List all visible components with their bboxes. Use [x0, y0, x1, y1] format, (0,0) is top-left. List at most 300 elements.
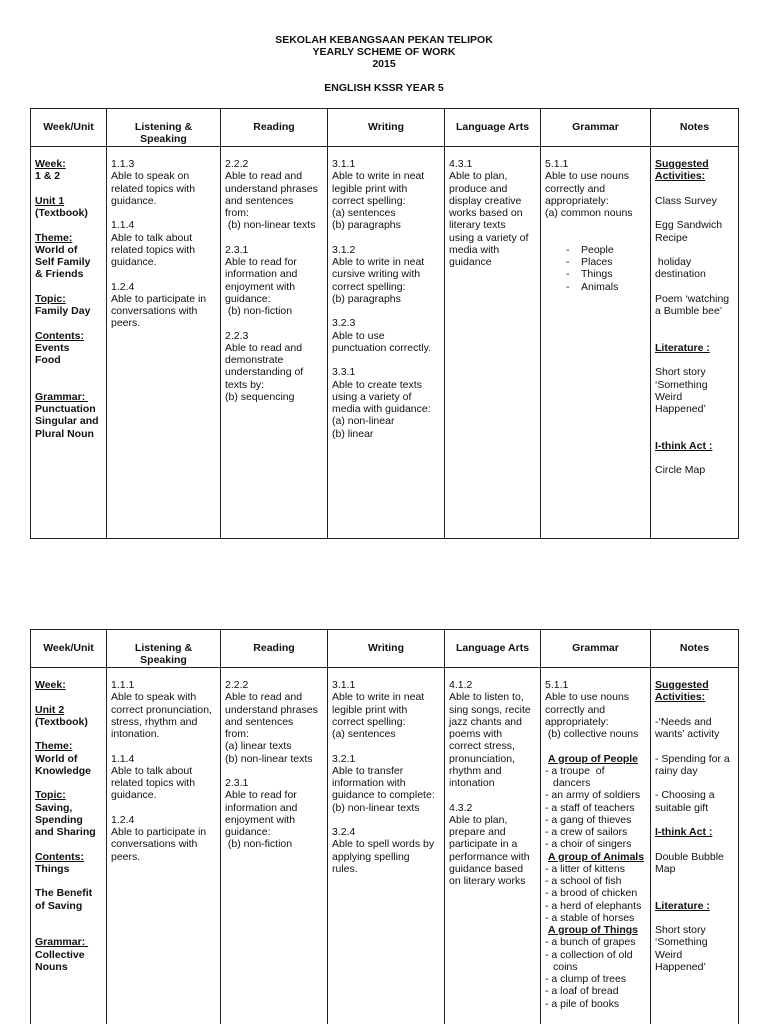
text-line: 5.1.1 — [545, 679, 569, 691]
text-line: cursive writing with — [332, 268, 421, 281]
blank-line — [655, 777, 736, 789]
listening-speaking-cell — [107, 668, 221, 1024]
blank-line — [35, 317, 104, 329]
text-line: rules. — [332, 862, 358, 875]
text-line: Things — [35, 862, 70, 875]
blank-line — [545, 219, 648, 231]
blank-line — [655, 740, 736, 752]
text-line: media with guidance: — [332, 403, 431, 415]
text-line: 1.1.1 — [111, 679, 135, 691]
text-line: 3.1.2 — [332, 243, 356, 256]
text-line: (b) non-linear texts — [332, 801, 420, 814]
blank-line — [332, 740, 442, 752]
text-line: (b) non-fiction — [225, 838, 293, 851]
text-line: produce and — [449, 182, 508, 195]
text-line: - an army of soldiers — [545, 789, 641, 802]
text-line: works based on — [449, 207, 523, 219]
text-line: destination — [655, 268, 706, 281]
list-marker: - — [566, 280, 570, 293]
text-line: - a pile of books — [545, 997, 620, 1010]
scheme-of-work-table-unit-2 — [30, 629, 739, 1024]
text-line: Plural Noun — [35, 427, 94, 440]
text-line: - Choosing a — [655, 789, 715, 802]
text-line: Able to speak with — [111, 691, 197, 704]
text-line: World of — [35, 752, 78, 765]
blank-line — [225, 765, 325, 777]
school-name: SEKOLAH KEBANGSAAN PEKAN TELIPOK — [275, 34, 493, 46]
text-line: ‘Something — [655, 378, 708, 391]
list-item — [545, 244, 648, 256]
text-line: of Saving — [35, 899, 83, 912]
field-label: Grammar: — [35, 936, 89, 949]
text-line: (b) collective nouns — [545, 728, 639, 740]
text-line: guidance to complete: — [332, 789, 435, 802]
blank-line — [655, 875, 736, 887]
list-item-text: Things — [581, 268, 613, 281]
blank-line — [35, 924, 104, 936]
blank-line — [655, 704, 736, 716]
text-line: correct pronunciation, — [111, 703, 212, 716]
text-line: peers. — [111, 317, 141, 330]
blank-line — [655, 887, 736, 899]
blank-line — [35, 691, 104, 703]
group-heading: A group of Animals — [548, 850, 645, 863]
column-header-label: Week/Unit — [43, 642, 94, 654]
text-line: from: — [225, 207, 249, 219]
text-line: Able to read for — [225, 256, 297, 268]
blank-line — [35, 183, 104, 195]
blank-line — [332, 354, 442, 366]
text-line: Map — [655, 862, 676, 875]
text-line: intonation. — [111, 728, 160, 740]
text-line: guidance: — [225, 292, 271, 305]
field-label: Theme: — [35, 740, 73, 753]
text-line: Able to write in neat — [332, 691, 425, 704]
text-line: dancers — [553, 777, 591, 789]
column-header-label: Notes — [679, 642, 710, 654]
blank-line — [332, 814, 442, 826]
blank-line — [655, 814, 736, 826]
text-line: related topics with — [111, 182, 196, 195]
text-line: Spending — [35, 813, 83, 826]
blank-line — [655, 330, 736, 342]
text-line: (Textbook) — [35, 715, 88, 728]
field-label: Unit 1 — [35, 194, 65, 207]
field-label: Suggested — [655, 158, 709, 170]
text-line: (a) common nouns — [545, 207, 633, 219]
field-label: I-think Act : — [655, 439, 713, 452]
blank-line — [35, 728, 104, 740]
text-line: conversations with — [111, 838, 198, 851]
text-line: Poem ‘watching — [655, 292, 730, 305]
text-line: enjoyment with — [225, 280, 296, 293]
text-line: - a bunch of grapes — [545, 936, 636, 949]
text-line: related topics with — [111, 777, 196, 789]
scheme-of-work-table-unit-1 — [30, 108, 739, 539]
list-item — [545, 268, 648, 280]
field-label: Literature : — [655, 899, 710, 912]
list-marker: - — [566, 243, 570, 256]
list-item-text: People — [581, 243, 614, 256]
text-line: punctuation correctly. — [332, 341, 432, 354]
text-line: Self Family — [35, 256, 91, 268]
text-line: 2.2.3 — [225, 329, 249, 342]
text-line: Able to use nouns — [545, 691, 630, 704]
text-line: Saving, — [35, 801, 73, 814]
text-line: 1.2.4 — [111, 813, 135, 826]
week-unit-column-header — [31, 109, 107, 147]
text-line: Class Survey — [655, 194, 717, 207]
text-line: holiday — [655, 256, 692, 268]
field-label: Suggested — [655, 679, 709, 691]
list-item-text: Animals — [581, 280, 619, 293]
field-label: Topic: — [35, 292, 66, 305]
text-line: appropriately: — [545, 194, 609, 207]
text-line: enjoyment with — [225, 813, 296, 826]
text-line: -‘Needs and — [655, 715, 712, 728]
document-header — [0, 34, 768, 94]
text-line: 3.2.1 — [332, 752, 356, 765]
text-line: Able to spell words by — [332, 838, 435, 851]
text-line: Able to write in neat — [332, 256, 425, 268]
week-unit-cell — [31, 147, 107, 539]
text-line: Able to plan, — [449, 170, 508, 183]
text-line: World of — [35, 243, 78, 256]
text-line: poems with — [449, 728, 503, 740]
text-line: 3.2.3 — [332, 317, 356, 330]
text-line: Able to participate in — [111, 292, 207, 305]
document-year: 2015 — [372, 58, 396, 70]
field-label: Literature : — [655, 341, 710, 354]
text-line: Short story — [655, 366, 706, 379]
notes-cell — [651, 147, 739, 539]
text-line: 1.2.4 — [111, 280, 135, 293]
text-line: (b) non-linear texts — [225, 752, 313, 765]
notes-column-header — [651, 109, 739, 147]
text-line: Nouns — [35, 960, 68, 973]
text-line: Happened’ — [655, 960, 706, 973]
text-line: stress, rhythm and — [111, 715, 198, 728]
text-line: Able to use nouns — [545, 170, 630, 183]
text-line: suitable gift — [655, 801, 709, 814]
text-line: correct spelling: — [332, 194, 406, 207]
text-line: 1.1.4 — [111, 219, 135, 232]
blank-line — [225, 317, 325, 329]
text-line: guidance. — [111, 789, 157, 802]
listening-speaking-column-header — [107, 630, 221, 668]
text-line: coins — [553, 960, 578, 973]
text-line: - a collection of old — [545, 948, 633, 961]
text-line: 4.1.2 — [449, 679, 473, 691]
text-line: Able to transfer — [332, 764, 404, 777]
writing-column-header — [328, 109, 445, 147]
field-label: Unit 2 — [35, 703, 65, 716]
blank-line — [35, 281, 104, 293]
blank-line — [655, 281, 736, 293]
text-line: 4.3.1 — [449, 158, 473, 170]
field-label: Topic: — [35, 789, 66, 802]
text-line: guidance — [449, 256, 492, 268]
header-spacer — [0, 70, 768, 82]
text-line: prepare and — [449, 826, 506, 838]
text-line: - a stable of horses — [545, 911, 635, 924]
week-unit-column-header — [31, 630, 107, 668]
text-line: wants’ activity — [655, 728, 720, 740]
text-line: - a staff of teachers — [545, 801, 635, 814]
column-header-label: Listening & — [134, 642, 193, 654]
text-line: Weird — [655, 948, 683, 961]
blank-line — [35, 366, 104, 378]
text-line: - a school of fish — [545, 875, 622, 887]
text-line: Knowledge — [35, 764, 92, 777]
text-line: legible print with — [332, 182, 408, 195]
blank-line — [655, 428, 736, 440]
list-item-text: Places — [581, 256, 613, 268]
column-header-label: Language Arts — [455, 121, 530, 133]
text-line: (b) non-linear texts — [225, 219, 316, 232]
blank-line — [225, 232, 325, 244]
text-line: rainy day — [655, 764, 698, 777]
text-line: information and — [225, 801, 298, 814]
text-line: Singular and — [35, 415, 99, 428]
group-heading: A group of Things — [548, 924, 639, 936]
column-header-label: Speaking — [140, 133, 187, 146]
language-arts-column-header — [445, 630, 541, 668]
listening-speaking-column-header — [107, 109, 221, 147]
text-line: 5.1.1 — [545, 158, 569, 170]
text-line: 3.3.1 — [332, 366, 356, 379]
text-line: using a variety of — [449, 231, 529, 244]
text-line: - a gang of thieves — [545, 813, 632, 826]
blank-line — [655, 207, 736, 219]
text-line: Circle Map — [655, 464, 706, 477]
text-line: Happened’ — [655, 403, 706, 415]
reading-column-header — [221, 109, 328, 147]
text-line: (b) sequencing — [225, 390, 295, 403]
blank-line — [35, 219, 104, 231]
blank-line — [332, 305, 442, 317]
blank-line — [545, 232, 648, 244]
text-line: understanding of — [225, 366, 304, 379]
column-header-label: Writing — [368, 121, 404, 133]
language-arts-cell — [445, 668, 541, 1024]
subject-title: ENGLISH KSSR YEAR 5 — [324, 82, 444, 94]
blank-line — [35, 912, 104, 924]
text-line: Able to create texts — [332, 378, 422, 391]
text-line: correctly and — [545, 182, 606, 195]
text-line: - Spending for a — [655, 752, 730, 765]
text-line: and sentences — [225, 194, 294, 207]
text-line: Able to read and — [225, 691, 303, 704]
blank-line — [332, 232, 442, 244]
text-line: Double Bubble — [655, 850, 724, 863]
column-header-label: Grammar — [572, 642, 619, 654]
text-line: appropriately: — [545, 715, 609, 728]
text-line: 1 & 2 — [35, 170, 61, 183]
text-line: legible print with — [332, 703, 408, 716]
text-line: Family Day — [35, 305, 91, 317]
field-label: Contents: — [35, 329, 84, 342]
text-line: (b) paragraphs — [332, 292, 401, 305]
text-line: (a) sentences — [332, 728, 396, 740]
blank-line — [111, 268, 218, 280]
text-line: and Sharing — [35, 826, 96, 838]
text-line: Weird — [655, 390, 683, 403]
list-marker: - — [566, 268, 570, 281]
language-arts-column-header — [445, 109, 541, 147]
text-line: Able to use — [332, 329, 385, 342]
blank-line — [449, 789, 538, 801]
blank-line — [655, 183, 736, 195]
column-header-label: Reading — [253, 642, 295, 654]
grammar-column-header — [541, 109, 651, 147]
text-line: - a clump of trees — [545, 973, 627, 985]
column-header-label: Language Arts — [455, 642, 530, 654]
text-line: Short story — [655, 924, 706, 936]
blank-line — [111, 802, 218, 814]
text-line: 2.2.2 — [225, 679, 249, 691]
text-line: 1.1.4 — [111, 752, 135, 765]
list-item — [545, 281, 648, 293]
grammar-cell — [541, 147, 651, 539]
text-line: display creative — [449, 194, 522, 207]
text-line: Able to read and — [225, 170, 303, 183]
text-line: Able to talk about — [111, 764, 193, 777]
blank-line — [35, 875, 104, 887]
field-label: Activities: — [655, 170, 706, 183]
text-line: Punctuation — [35, 403, 96, 415]
text-line: conversations with — [111, 305, 198, 317]
text-line: 1.1.3 — [111, 158, 135, 170]
column-header-label: Notes — [679, 121, 710, 133]
text-line: correct spelling: — [332, 715, 406, 728]
text-line: a Bumble bee’ — [655, 305, 723, 317]
text-line: - a crew of sailors — [545, 826, 628, 838]
text-line: participate in a — [449, 838, 518, 851]
blank-line — [655, 415, 736, 427]
text-line: correct stress, — [449, 740, 515, 753]
text-line: (a) non-linear — [332, 415, 395, 428]
text-line: guidance. — [111, 194, 157, 207]
text-line: 3.1.1 — [332, 679, 356, 691]
text-line: 2.3.1 — [225, 777, 249, 789]
text-line: ‘Something — [655, 936, 708, 949]
text-line: 2.3.1 — [225, 243, 249, 256]
text-line: correctly and — [545, 703, 606, 716]
text-line: literary texts — [449, 219, 506, 232]
blank-line — [35, 838, 104, 850]
grammar-cell — [541, 668, 651, 1024]
text-line: The Benefit — [35, 887, 93, 900]
text-line: Able to plan, — [449, 813, 508, 826]
blank-line — [655, 317, 736, 329]
text-line: pronunciation, — [449, 752, 515, 765]
field-label: I-think Act : — [655, 826, 713, 838]
text-line: guidance: — [225, 826, 271, 838]
text-line: Able to talk about — [111, 231, 193, 244]
text-line: related topics with — [111, 243, 196, 256]
text-line: Collective — [35, 948, 85, 961]
text-line: peers. — [111, 850, 141, 863]
text-line: applying spelling — [332, 850, 410, 863]
blank-line — [111, 207, 218, 219]
text-line: (b) linear — [332, 427, 374, 440]
text-line: and sentences — [225, 715, 294, 728]
writing-cell — [328, 668, 445, 1024]
writing-column-header — [328, 630, 445, 668]
text-line: 3.2.4 — [332, 826, 356, 838]
document-title: YEARLY SCHEME OF WORK — [312, 46, 456, 58]
text-line: Able to read and — [225, 341, 303, 354]
text-line: (Textbook) — [35, 207, 88, 219]
column-header-label: Grammar — [572, 121, 619, 133]
grammar-column-header — [541, 630, 651, 668]
field-label: Week: — [35, 158, 66, 170]
text-line: 2.2.2 — [225, 158, 249, 170]
text-line: on literary works — [449, 875, 526, 887]
text-line: demonstrate — [225, 354, 284, 366]
text-line: guidance. — [111, 256, 157, 268]
blank-line — [35, 777, 104, 789]
text-line: intonation — [449, 777, 495, 789]
notes-cell — [651, 668, 739, 1024]
field-label: Grammar: — [35, 390, 89, 403]
text-line: (a) sentences — [332, 207, 396, 219]
text-line: understand phrases — [225, 703, 318, 716]
column-header-label: Listening & — [134, 121, 193, 133]
text-line: information with — [332, 777, 406, 789]
listening-speaking-cell — [107, 147, 221, 539]
blank-line — [111, 740, 218, 752]
field-label: Activities: — [655, 691, 706, 704]
text-line: 4.3.2 — [449, 801, 473, 814]
text-line: understand phrases — [225, 182, 318, 195]
reading-cell — [221, 147, 328, 539]
group-heading: A group of People — [548, 752, 639, 765]
blank-line — [545, 740, 648, 752]
blank-line — [35, 379, 104, 391]
blank-line — [655, 452, 736, 464]
text-line: & Friends — [35, 268, 84, 281]
list-item — [545, 256, 648, 268]
language-arts-cell — [445, 147, 541, 539]
text-line: - a choir of singers — [545, 838, 632, 851]
text-line: (a) linear texts — [225, 740, 292, 753]
text-line: Events — [35, 341, 70, 354]
week-unit-cell — [31, 668, 107, 1024]
text-line: jazz chants and — [449, 715, 522, 728]
blank-line — [655, 244, 736, 256]
text-line: Able to participate in — [111, 826, 207, 838]
text-line: - a troupe of — [545, 764, 605, 777]
column-header-label: Writing — [368, 642, 404, 654]
writing-cell — [328, 147, 445, 539]
text-line: sing songs, recite — [449, 703, 531, 716]
text-line: Able to read for — [225, 789, 297, 802]
reading-cell — [221, 668, 328, 1024]
notes-column-header — [651, 630, 739, 668]
text-line: (b) paragraphs — [332, 219, 401, 232]
blank-line — [655, 354, 736, 366]
text-line: Food — [35, 354, 61, 366]
text-line: Egg Sandwich — [655, 219, 723, 232]
column-header-label: Week/Unit — [43, 121, 94, 133]
reading-column-header — [221, 630, 328, 668]
blank-line — [655, 912, 736, 924]
field-label: Contents: — [35, 850, 84, 863]
text-line: (b) non-fiction — [225, 305, 293, 317]
text-line: texts by: — [225, 378, 265, 391]
